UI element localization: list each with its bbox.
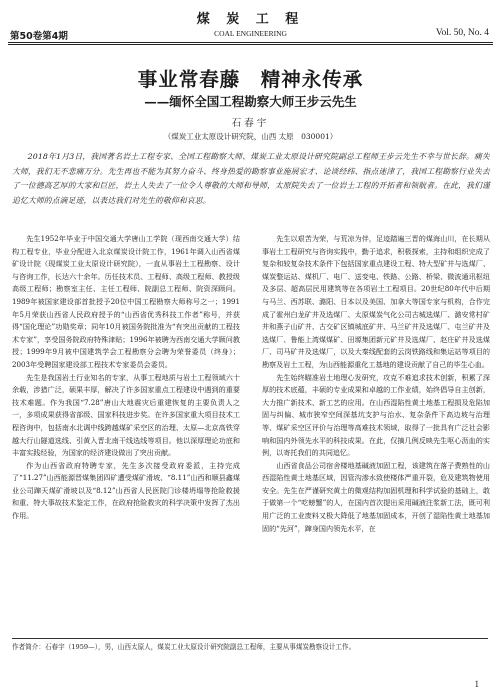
header-divider-thin (8, 44, 493, 45)
article-subtitle: ——缅怀全国工程勘察大师王步云先生 (144, 94, 357, 109)
article-author: 石春宇 (231, 118, 270, 129)
author-footnote: 作者简介：石春宇（1959—），男，山西太原人，煤炭工业太原设计研究院副总工程师，主要从事煤炭勘察设计工作。 (12, 643, 356, 651)
journal-name-en: COAL ENGINEERING (214, 29, 287, 38)
article-title: 事业常春藤 精神永传承 (137, 68, 364, 91)
issue-label-en: Vol. 50, No. 4 (435, 28, 489, 38)
body-paragraph: 先生始终瞄准岩土地理心发研究，攻克不难追求技术创新，积累了深厚的技术底蕴，丰硕的专业成果和卓越的工作业绩，始终倡导自主创新，大力推广新技术、新工艺的应用。在山西湿陷性黄土地基工程损及危陷加固与纠偏、城市狭窄空间深基坑支护与治水、复杂条件下高边坡与治理等、煤矿采空区评价与治理等高难技术领域，取得了一批具有广泛社会影响和国内外领先水平的科技成果。在此，仅摘几例反映先生呕心沥血的实例，以寄托我们的共同追忆。 (262, 372, 490, 458)
body-paragraph: 山西省食品公司宿舍楼地基碱液加固工程，该建筑在落子费熟性的山西湿陷性黄土地基区域，因管沟渗水致使楼体严重开裂，危及建筑物使用安全。先生在严谨研究黄土的微观结构加固机理和科学试验的基础上，敢于做第一个“吃螃蟹”的人，在国内首次提出采用碱液注浆新工法，既可利用广泛的工业废料又极大降低了地基加固成本，开创了湿陷性黄土地基加固的“先河”，蹿身国内领先水平，在 (262, 460, 490, 533)
journal-name-cn: 煤 炭 工 程 (196, 12, 305, 27)
body-paragraph: 先生1952年毕业于中国交通大学唐山工学院（现西南交通大学）结构工程专业，毕业分配进入北京煤炭设计院工作，1961年调入山西省煤矿设计院（现煤炭工业太原设计研究院），一直从事岩土工程勘察、设计与咨询工作，长达六十余年。历任技术员、工程师、高级工程师、教授级高级工程师；勘察室主任、主任工程师、院副总工程师、院资深顾问。1989年被国家建设部首批授予20位中国工程勘察大师称号之一；1991年5月荣获山西省人民政府授予的“山西省优秀科技工作者”称号，并获得“国化理论”功勋奖章；同年10月被国务院批准为“有突出贡献的工程技术专家”，享受国务院政府特殊津贴；1996年被聘为西南交通大学顾问教授；1999年9月被中国建筑学会工程勘察分会聘为荣誉委员（终身）；2003年受聘国家建设部工程技术专家委员会委员。 (12, 234, 240, 369)
footnote-divider (12, 638, 488, 639)
body-paragraph: 先生是我国岩土行业知名的专家，从事工程地质与岩土工程领域六十余载，涉猎广泛，硕果丰厚，解决了许多国家重点工程建设中遇到的重要技术难题。作为我国“7.28”唐山大地震灾后重建恢复的主要负责人之一，多项成果获得省部级、国家科技进步奖。在许多国家重大项目技术工程咨询中，包括南水北调中线跨越煤矿采空区的治理、太原—北京高铁穿越大行山隧道选线、引黄入晋北南干线选线等项目。他以深厚理论功底和丰富实践经验，为国家的经济建设做出了突出贡献。 (12, 372, 240, 458)
page-number: 1 (474, 679, 479, 689)
body-column-right (262, 233, 490, 535)
article-abstract: 2018年1月3日，我国著名岩土工程专家、全国工程勘察大师、煤炭工业太原设计研究院副总工程师王步云先生不幸与世长辞。痛失大师，我们无不悲痛万分。先生再也不能为其努力奋斗、终身热爱的勘察事业施展宏才、论谈经纬、指点迷津了，我国工程勘察行业失去了一位德高艺厚的大家和巨匠，岩土人失去了一位令人尊敬的大师和导师，太原院失去了一位岩土工程的开拓者和领航者。在此，我们谨追忆大师的点滴足迹，以表达我们对先生的敬仰和哀思。 (12, 152, 490, 205)
author-affiliation: （煤炭工业太原设计研究院，山西 太原 030001） (163, 132, 338, 141)
body-paragraph: 作为山西省政府特聘专家，先生多次接受政府委派，主持完成了“11.27”山西能源晋煤集团四矿遭受煤矿滑坡、“8.11”山西和顺县鑫煤业公司蹿天煤矿滑坡以及“8.12”山西省人民医院门诊楼坍塌等抢险救援和重、特大事故技术鉴定工作，在政府抢险救灾的科学决策中发挥了杰出作用。 (12, 460, 240, 521)
header-divider (8, 42, 493, 43)
body-column-left (12, 233, 240, 523)
body-paragraph: 先生以艰苦为荣，与荒凉为伴，足迹踏遍三晋的煤海山川，在长期从事岩土工程研究与咨询实践中，勤于追求，积极探索，主持和组织完成了复杂和较复杂技术条件下包括国家重点建设工程、特大型矿井与选煤厂、煤炭整运站、煤机厂、电厂、送变电、铁路、公路、桥梁、微波通讯枢纽及多层、超高层民用建筑等在各项岩土工程项目。20世纪80年代中后期与马兰、西苏联、潞阳、日本以及美国、加拿大等国专家与机构，合作完成了霍州白龙矿井及选煤厂、太原煤炭气化公司古城选煤厂、潞安常村矿井和燕子山矿井、古交矿区镇城底矿井、马兰矿井及选煤厂、屯兰矿井及选煤厂、鲁能上湾煤煤矿、田塬集团新元矿井及选煤厂、赵庄矿井及选煤厂、司马矿井及选煤厂，以及大秦线配套的云岗铁路线和集运站等项目的勘察及岩土工程，为山西能源重化工基地的建设贡献了自己的毕生心血。 (262, 234, 490, 369)
issue-label-cn: 第50卷第4期 (10, 31, 68, 42)
